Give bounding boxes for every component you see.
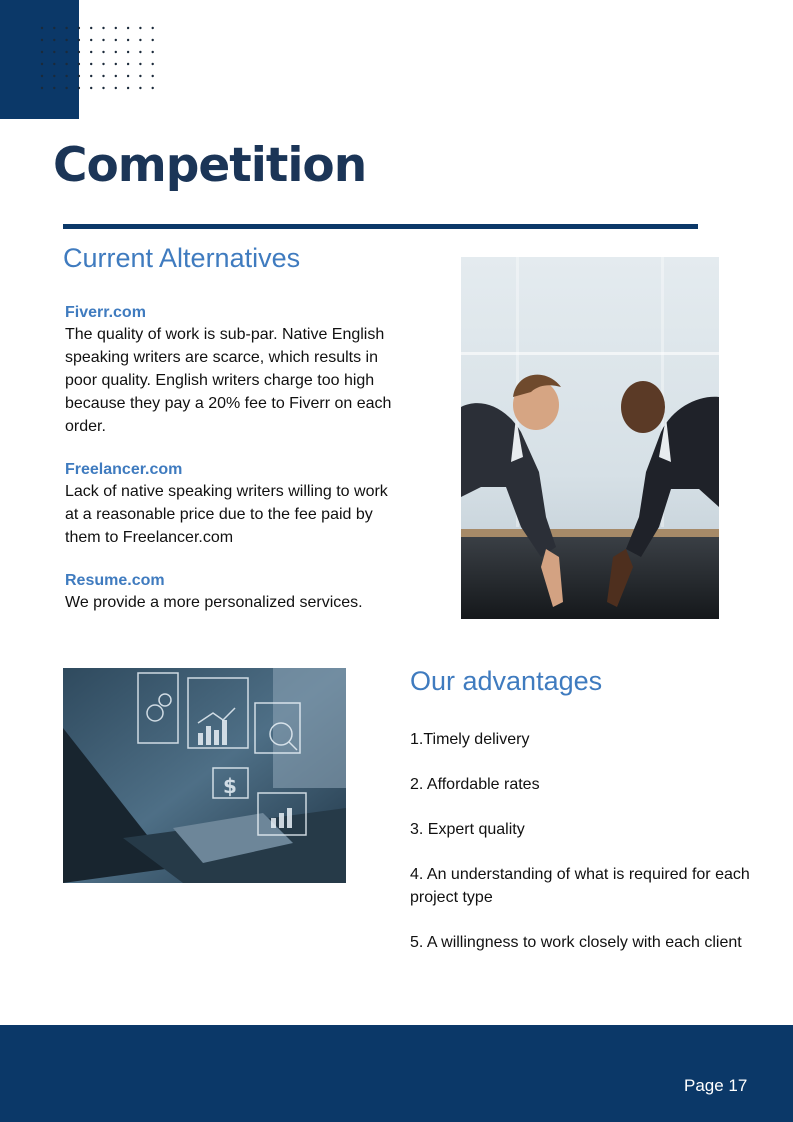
alternative-description: We provide a more personalized services. — [65, 594, 363, 611]
footer-bar — [0, 1025, 793, 1122]
alternative-item — [65, 460, 395, 549]
alternative-name: Fiverr.com — [65, 304, 146, 321]
businessmen-faceoff-photo — [461, 257, 719, 619]
advantage-item: 1.Timely delivery — [410, 731, 530, 748]
laptop-analytics-photo — [63, 668, 346, 883]
advantages-list — [410, 728, 755, 976]
alternative-description: Lack of native speaking writers willing to work at a reasonable price due to the fee paid by them to Freelancer.com — [65, 483, 388, 546]
page-number: Page 17 — [684, 1076, 748, 1095]
dot-grid-decoration — [38, 24, 158, 92]
advantage-item: 3. Expert quality — [410, 821, 525, 838]
advantage-item: 5. A willingness to work closely with each client — [410, 934, 742, 951]
advantage-item: 2. Affordable rates — [410, 776, 540, 793]
current-alternatives-heading: Current Alternatives — [63, 243, 301, 273]
alternative-description: The quality of work is sub-par. Native English speaking writers are scarce, which results in poor quality. English writers charge too high because they pay a 20% fee to Fiverr on each order. — [65, 326, 392, 435]
svg-text:$: $ — [223, 774, 237, 798]
alternative-name: Resume.com — [65, 572, 165, 589]
alternative-item — [65, 571, 395, 614]
alternatives-list — [65, 303, 395, 636]
page-title: Competition — [53, 138, 367, 193]
advantage-item: 4. An understanding of what is required for each project type — [410, 866, 750, 906]
alternative-name: Freelancer.com — [65, 461, 183, 478]
our-advantages-heading: Our advantages — [410, 666, 603, 696]
alternative-item — [65, 303, 395, 438]
title-underline-divider — [63, 224, 698, 229]
